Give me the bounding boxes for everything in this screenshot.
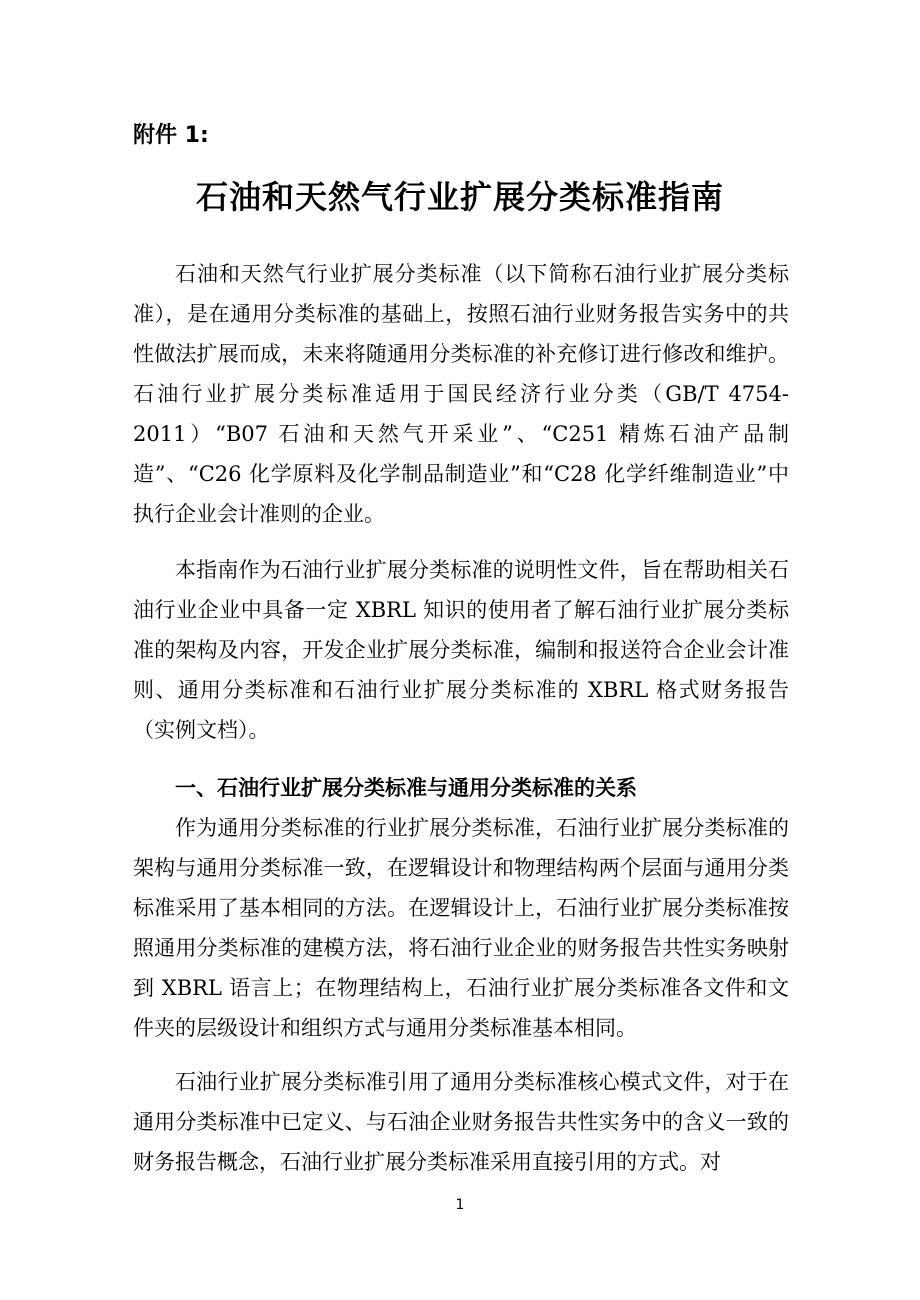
page-number: 1 [455,1197,465,1213]
section-paragraph: 作为通用分类标准的行业扩展分类标准，石油行业扩展分类标准的架构与通用分类标准一致，在逻辑设计和物理结构两个层面与通用分类标准采用了基本相同的方法。在逻辑设计上，石油行业扩展分类标准按照通用分类标准的建模方法，将石油行业企业的财务报告共性实务映射到 XBRL 语言上；在物理结构上，石油行业扩展分类标准各文件和文件夹的层级设计和组织方式与通用分类标准基本相同。 [133,816,789,1040]
section-paragraph: 石油行业扩展分类标准引用了通用分类标准核心模式文件，对于在通用分类标准中已定义、与石油企业财务报告共性实务中的含义一致的财务报告概念，石油行业扩展分类标准采用直接引用的方式。对 [133,1070,789,1174]
purpose-paragraph: 本指南作为石油行业扩展分类标准的说明性文件，旨在帮助相关石油行业企业中具备一定 XBRL 知识的使用者了解石油行业扩展分类标准的架构及内容，开发企业扩展分类标准，编制和报送符合企业会计准则、通用分类标准和石油行业扩展分类标准的 XBRL 格式财务报告（实例文档）。 [133,558,789,742]
attachment-label: 附件 1: [133,123,209,148]
intro-paragraph: 石油和天然气行业扩展分类标准（以下简称石油行业扩展分类标准），是在通用分类标准的基础上，按照石油行业财务报告实务中的共性做法扩展而成，未来将随通用分类标准的补充修订进行修改和维护。石油行业扩展分类标准适用于国民经济行业分类（GB/T 4754-2011）“B07 石油和天然气开采业”、“C251 精炼石油产品制造”、“C26 化学原料及化学制品制造业”和“C28 化学纤维制造业”中执行企业会计准则的企业。 [133,262,789,526]
section-heading: 一、石油行业扩展分类标准与通用分类标准的关系 [175,776,637,800]
document-title: 石油和天然气行业扩展分类标准指南 [195,178,724,216]
